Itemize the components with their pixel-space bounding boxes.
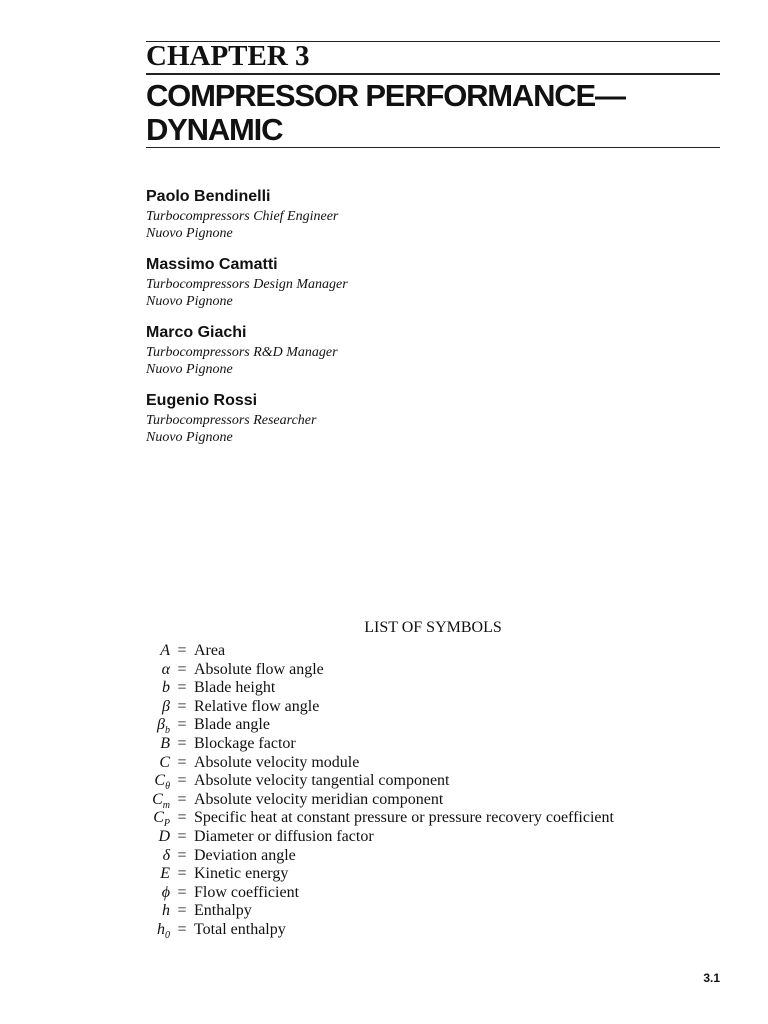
symbol-subscript: b <box>165 725 170 737</box>
symbol <box>140 828 170 847</box>
symbol-letter: C <box>154 772 166 790</box>
symbol-definition: Deviation angle <box>194 846 296 864</box>
symbols-heading: LIST OF SYMBOLS <box>364 619 502 636</box>
symbol-definition: Relative flow angle <box>194 697 320 715</box>
symbol-row <box>140 828 614 847</box>
symbol <box>140 716 170 735</box>
symbol-row <box>140 865 614 884</box>
symbol-definition: Enthalpy <box>194 902 252 920</box>
equals-sign: = <box>177 920 187 938</box>
equals-sign: = <box>177 716 187 734</box>
symbol-letter: C <box>152 790 163 808</box>
symbol-letter: B <box>160 734 170 752</box>
symbol-row <box>140 661 614 680</box>
symbol <box>140 884 170 903</box>
author-block <box>146 186 348 254</box>
symbol-definition: Absolute velocity tangential component <box>194 772 450 790</box>
symbol <box>140 847 170 866</box>
symbol-definition: Blockage factor <box>194 734 296 752</box>
symbol-definition: Area <box>194 642 226 659</box>
author-company: Nuovo Pignone <box>146 226 233 241</box>
symbol-letter: C <box>159 753 170 771</box>
chapter-title-line-1: COMPRESSOR PERFORMANCE— <box>146 78 625 113</box>
symbol-definition: Blade angle <box>194 716 270 734</box>
symbol-letter: E <box>160 865 170 883</box>
symbol <box>140 791 170 810</box>
author-name: Paolo Bendinelli <box>146 188 271 205</box>
equals-sign: = <box>177 772 187 790</box>
symbol-list <box>140 642 614 940</box>
symbol <box>140 661 170 680</box>
symbol <box>140 772 170 791</box>
symbol <box>140 902 170 921</box>
equals-sign: = <box>177 660 187 678</box>
symbol-row <box>140 791 614 810</box>
author-company: Nuovo Pignone <box>146 294 233 309</box>
symbol <box>140 809 170 828</box>
author-block <box>146 322 348 390</box>
symbol-row <box>140 735 614 754</box>
symbol-letter: h <box>157 920 165 938</box>
chapter-label: CHAPTER 3 <box>146 40 310 72</box>
symbol-row <box>140 642 614 661</box>
chapter-title <box>146 79 625 147</box>
author-role: Turbocompressors R&D Manager <box>146 345 338 360</box>
author-role: Turbocompressors Chief Engineer <box>146 209 339 224</box>
author-block <box>146 390 348 458</box>
symbol-definition: Kinetic energy <box>194 865 289 883</box>
author-name: Eugenio Rossi <box>146 392 258 409</box>
author-list <box>146 186 348 458</box>
equals-sign: = <box>177 790 187 808</box>
equals-sign: = <box>177 697 187 715</box>
equals-sign: = <box>177 827 187 845</box>
symbol-subscript: 0 <box>165 930 170 942</box>
symbol <box>140 642 170 661</box>
symbol-letter: ϕ <box>161 883 170 901</box>
symbol <box>140 679 170 698</box>
symbol-subscript: P <box>163 818 170 830</box>
author-name: Massimo Camatti <box>146 256 278 273</box>
author-role: Turbocompressors Researcher <box>146 413 317 428</box>
symbol-subscript: θ <box>165 781 170 793</box>
symbol-letter: β <box>157 716 165 734</box>
symbol <box>140 754 170 773</box>
title-rule <box>146 147 720 148</box>
equals-sign: = <box>177 846 187 864</box>
symbol-definition: Diameter or diffusion factor <box>194 827 374 845</box>
symbol-letter: D <box>158 827 170 845</box>
equals-sign: = <box>177 753 187 771</box>
symbol-row <box>140 809 614 828</box>
symbol-row <box>140 921 614 940</box>
symbol <box>140 698 170 717</box>
symbol <box>140 735 170 754</box>
equals-sign: = <box>177 734 187 752</box>
symbol-subscript: m <box>162 799 170 811</box>
equals-sign: = <box>177 865 187 883</box>
symbol-letter: C <box>153 809 164 827</box>
chapter-rule <box>146 73 720 75</box>
symbol-row <box>140 884 614 903</box>
symbol-letter: b <box>162 679 170 697</box>
chapter-title-line-2: DYNAMIC <box>146 112 283 147</box>
symbol-row <box>140 847 614 866</box>
symbol-definition: Total enthalpy <box>194 920 286 938</box>
symbol-letter: β <box>162 697 170 715</box>
author-block <box>146 254 348 322</box>
author-name: Marco Giachi <box>146 324 247 341</box>
symbol-letter: A <box>160 642 170 659</box>
symbol-row <box>140 716 614 735</box>
symbol-row <box>140 772 614 791</box>
symbol-definition: Flow coefficient <box>194 883 300 901</box>
symbol-letter: h <box>162 902 170 920</box>
symbol <box>140 865 170 884</box>
symbol-row <box>140 698 614 717</box>
symbol-definition: Absolute flow angle <box>194 660 324 678</box>
symbol-letter: α <box>161 660 170 678</box>
author-company: Nuovo Pignone <box>146 430 233 445</box>
symbol <box>140 921 170 940</box>
symbol-definition: Specific heat at constant pressure or pressure recovery coefficient <box>194 809 614 827</box>
equals-sign: = <box>177 883 187 901</box>
page-number: 3.1 <box>703 971 720 985</box>
symbol-definition: Blade height <box>194 679 276 697</box>
symbol-row <box>140 754 614 773</box>
symbol-row <box>140 902 614 921</box>
equals-sign: = <box>177 679 187 697</box>
symbol-definition: Absolute velocity module <box>194 753 360 771</box>
author-company: Nuovo Pignone <box>146 362 233 377</box>
symbol-row <box>140 679 614 698</box>
equals-sign: = <box>177 642 187 659</box>
symbol-definition: Absolute velocity meridian component <box>194 790 444 808</box>
equals-sign: = <box>177 809 187 827</box>
author-role: Turbocompressors Design Manager <box>146 277 348 292</box>
symbol-letter: δ <box>162 846 170 864</box>
equals-sign: = <box>177 902 187 920</box>
